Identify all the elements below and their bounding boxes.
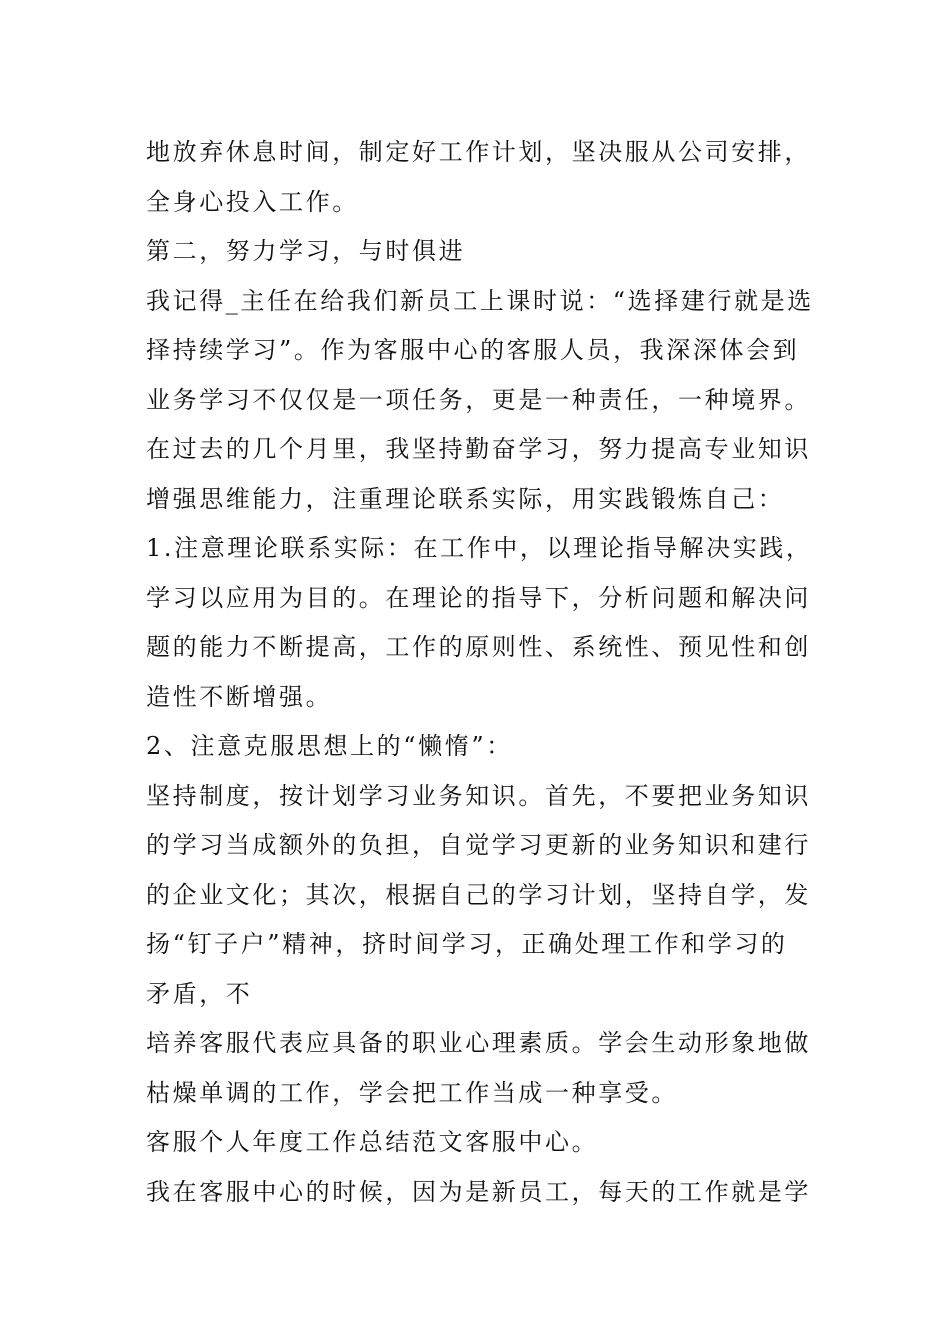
text-line: 枯燥单调的工作，学会把工作当成一种享受。 (146, 1078, 678, 1107)
text-line: 增强思维能力，注重理论联系实际，用实践锻炼自己： (146, 484, 785, 513)
text-line: 我记得_主任在给我们新员工上课时说：“选择建行就是选 (146, 286, 814, 315)
text-line: 2、注意克服思想上的“懒惰”： (146, 732, 513, 760)
text-line: 地放弃休息时间，制定好工作计划，坚决服从公司安排， (146, 138, 811, 166)
text-line: 全身心投入工作。 (146, 187, 359, 216)
text-line: 择持续学习”。作为客服中心的客服人员，我深深体会到 (146, 336, 800, 364)
text-line: 学习以应用为目的。在理论的指导下，分析问题和解决问 (146, 583, 811, 612)
text-line: 矛盾，不 (146, 979, 253, 1008)
text-line: 造性不断增强。 (146, 682, 333, 711)
text-line: 业务学习不仅仅是一项任务，更是一种责任，一种境界。 (146, 385, 811, 414)
text-line: 1.注意理论联系实际：在工作中，以理论指导解决实践， (146, 534, 813, 562)
text-line: 坚持制度，按计划学习业务知识。首先，不要把业务知识 (146, 781, 811, 810)
text-line: 的企业文化；其次，根据自己的学习计划，坚持自学，发 (146, 880, 811, 909)
text-line: 题的能力不断提高，工作的原则性、系统性、预见性和创 (146, 633, 811, 661)
text-line: 客服个人年度工作总结范文客服中心。 (146, 1128, 599, 1156)
text-line: 在过去的几个月里，我坚持勤奋学习，努力提高专业知识 (146, 435, 811, 463)
text-line: 的学习当成额外的负担，自觉学习更新的业务知识和建行 (146, 831, 811, 859)
text-line: 第二，努力学习，与时俱进 (146, 237, 466, 265)
text-line: 我在客服中心的时候，因为是新员工，每天的工作就是学 (146, 1177, 811, 1206)
text-line: 培养客服代表应具备的职业心理素质。学会生动形象地做 (146, 1029, 811, 1057)
document-body (146, 128, 826, 1217)
text-line: 扬“钉子户”精神，挤时间学习，正确处理工作和学习的 (146, 930, 788, 958)
